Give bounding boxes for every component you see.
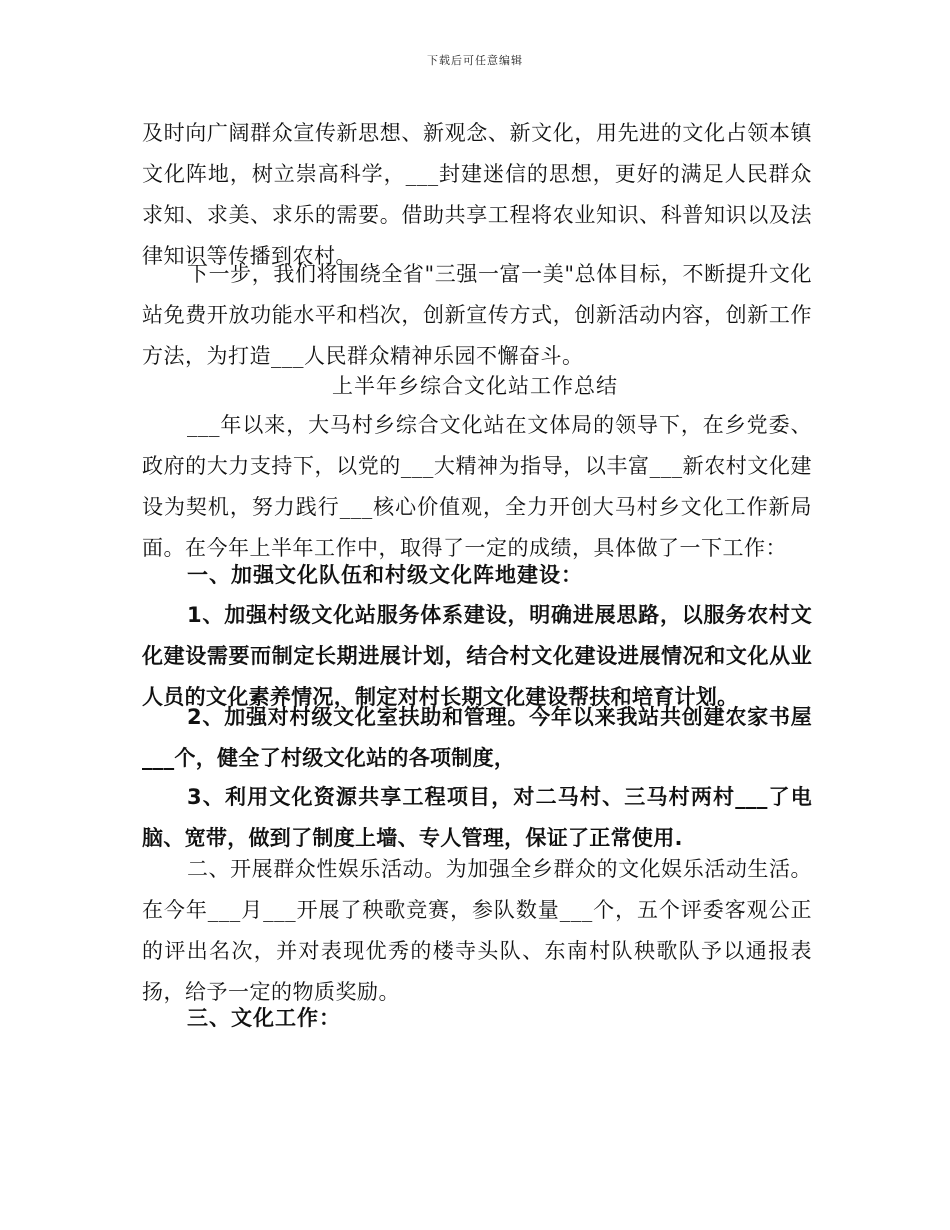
paragraph-7: 二、开展群众性娱乐活动。为加强全乡群众的文化娱乐活动生活。在今年___月___开展了秧歌竞赛，参队数量___个，五个评委客观公正的评出名次，并对表现优秀的楼寺头队、东南村队秧歌队予以通报表扬，给予一定的物质奖励。	[142, 857, 812, 1004]
paragraph-1: 及时向广阔群众宣传新思想、新观念、新文化，用先进的文化占领本镇文化阵地，树立崇高科学，___封建迷信的思想，更好的满足人民群众求知、求美、求乐的需要。借助共享工程将农业知识、科普知识以及法律知识等传播到农村。	[142, 121, 812, 268]
paragraph-3: ___年以来，大马村乡综合文化站在文体局的领导下，在乡党委、政府的大力支持下，以党的___大精神为指导，以丰富___新农村文化建设为契机，努力践行___核心价值观，全力开创大马村乡文化工作新局面。在今年上半年工作中，取得了一定的成绩，具体做了一下工作：	[142, 413, 812, 560]
paragraph-6: 3、利用文化资源共享工程项目，对二马村、三马村两村___了电脑、宽带，做到了制度上墙、专人管理，保证了正常使用.	[142, 785, 812, 850]
section-title: 上半年乡综合文化站工作总结	[332, 374, 618, 398]
heading-3: 三、文化工作：	[187, 1006, 341, 1030]
paragraph-4: 1、加强村级文化站服务体系建设，明确进展思路，以服务农村文化建设需要而制定长期进展计划，结合村文化建设进展情况和文化从业人员的文化素养情况，制定对村长期文化建设帮扶和培育计划。	[142, 603, 812, 709]
paragraph-2: 下一步，我们将围绕全省"三强一富一美"总体目标，不断提升文化站免费开放功能水平和档次，创新宣传方式，创新活动内容，创新工作方法，为打造___人民群众精神乐园不懈奋斗。	[142, 262, 812, 368]
paragraph-5: 2、加强对村级文化室扶助和管理。今年以来我站共创建农家书屋___个，健全了村级文化站的各项制度，	[142, 705, 812, 770]
heading-1: 一、加强文化队伍和村级文化阵地建设：	[187, 563, 583, 587]
page-header: 下载后可任意编辑	[427, 54, 523, 67]
